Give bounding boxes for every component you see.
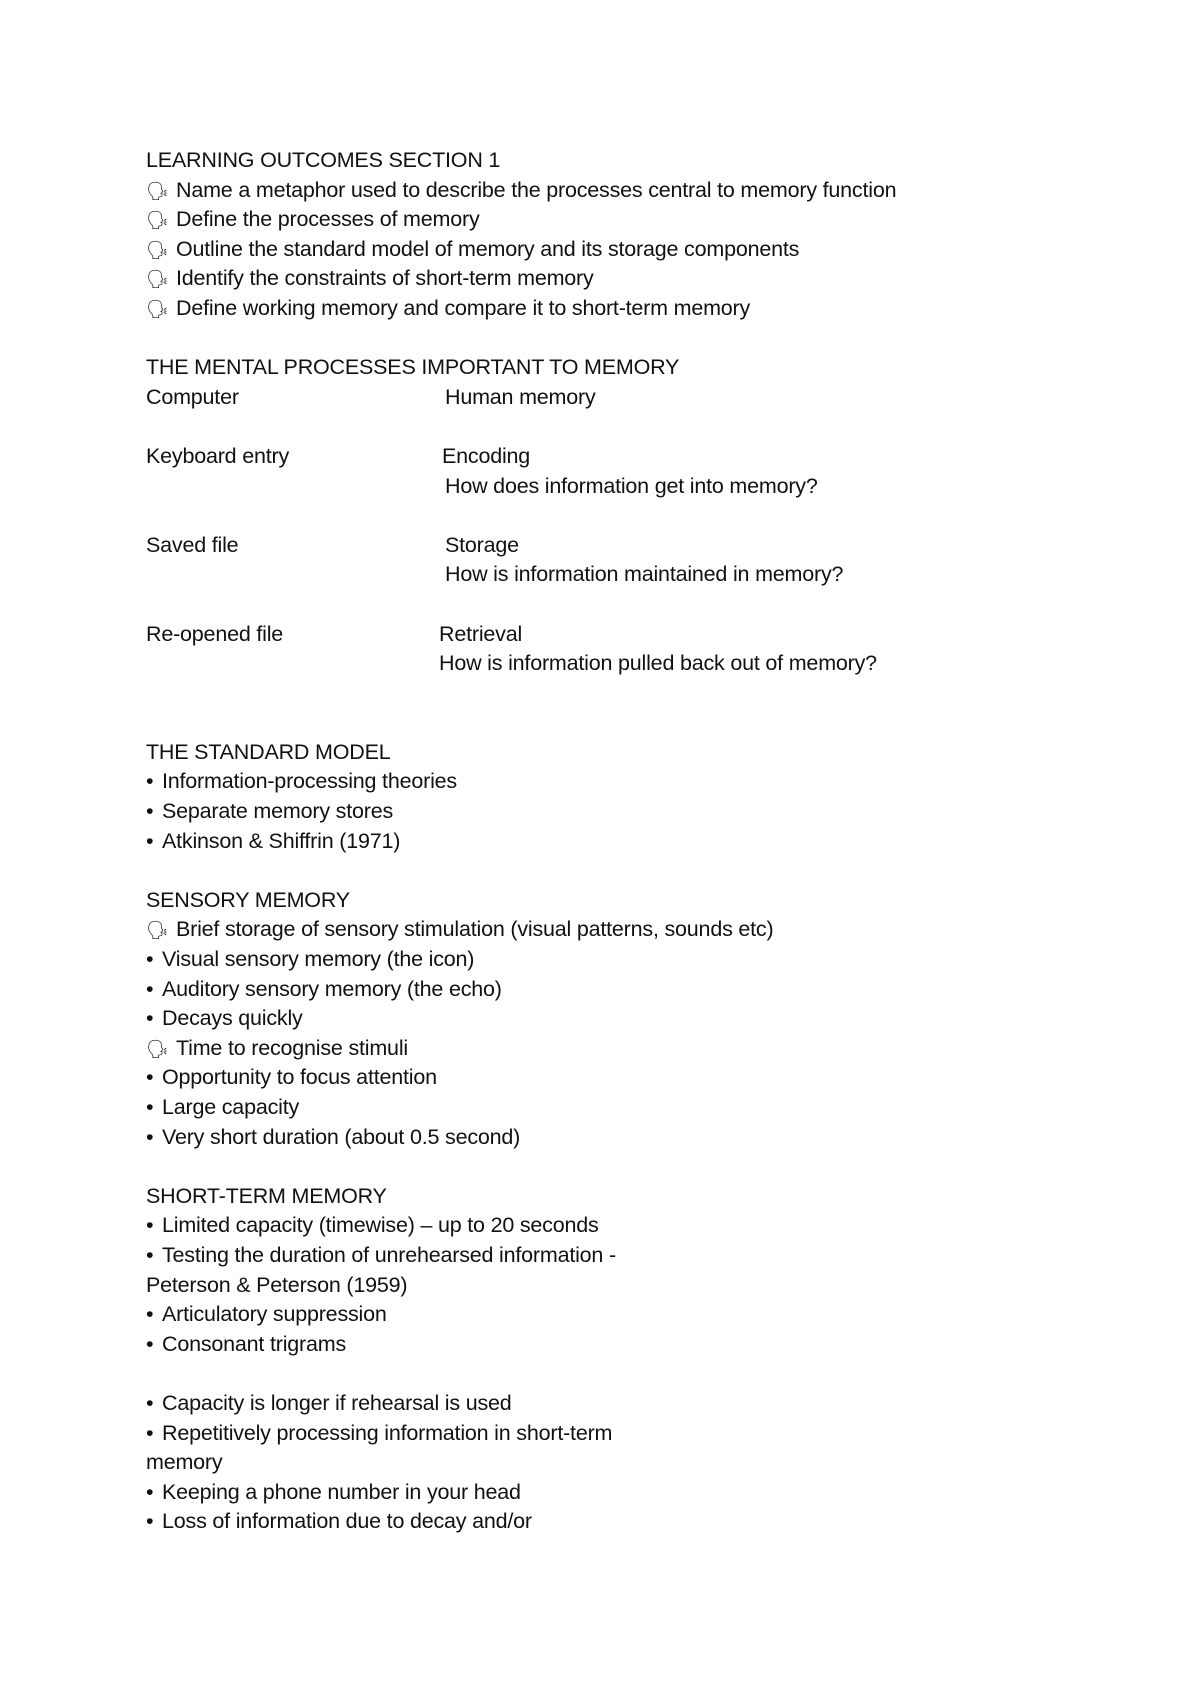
section-heading-mental-processes: THE MENTAL PROCESSES IMPORTANT TO MEMORY (146, 355, 680, 380)
speaker-bullet-icon: 🗣 (146, 210, 169, 231)
list-item: • Articulatory suppression (146, 1300, 1106, 1330)
list-item: • Consonant trigrams (146, 1330, 1106, 1360)
process-question: How does information get into memory? (445, 473, 818, 498)
dot-bullet-icon: • (146, 1124, 154, 1149)
dot-bullet-icon: • (146, 976, 154, 1001)
process-question: How is information pulled back out of memory? (439, 651, 877, 676)
comparison-question-row (146, 472, 1106, 502)
list-item: • Auditory sensory memory (the echo) (146, 975, 1106, 1005)
list-item: • Information-processing theories (146, 767, 1106, 797)
list-item: • Opportunity to focus attention (146, 1063, 1106, 1093)
list-item: • Visual sensory memory (the icon) (146, 945, 1106, 975)
computer-term: Saved file (146, 532, 239, 557)
spacer (146, 590, 1106, 620)
column-header-human-memory: Human memory (445, 384, 596, 409)
computer-term: Keyboard entry (146, 443, 290, 468)
outcome-item: 🗣 Outline the standard model of memory and its storage components (146, 235, 1106, 265)
dot-bullet-icon: • (146, 1213, 154, 1238)
outcome-item: 🗣 Define the processes of memory (146, 205, 1106, 235)
list-item: 🗣 Brief storage of sensory stimulation (visual patterns, sounds etc) (146, 915, 1106, 945)
spacer (146, 856, 1106, 886)
section-heading-sensory-memory: SENSORY MEMORY (146, 887, 350, 912)
dot-bullet-icon: • (146, 1331, 154, 1356)
comparison-header-row (146, 383, 1106, 413)
dot-bullet-icon: • (146, 947, 154, 972)
list-item-continuation: memory (146, 1450, 223, 1475)
list-item: • Capacity is longer if rehearsal is used (146, 1389, 1106, 1419)
section-heading-learning-outcomes: LEARNING OUTCOMES SECTION 1 (146, 148, 501, 172)
spacer (146, 412, 1106, 442)
dot-bullet-icon: • (146, 1242, 154, 1267)
speaker-bullet-icon: 🗣 (146, 239, 169, 260)
list-item: • Limited capacity (timewise) – up to 20 seconds (146, 1211, 1106, 1241)
dot-bullet-icon: • (146, 799, 154, 824)
list-item: • Loss of information due to decay and/or (146, 1507, 1106, 1537)
speaker-bullet-icon: 🗣 (146, 269, 169, 290)
spacer (146, 324, 1106, 354)
dot-bullet-icon: • (146, 1006, 154, 1031)
list-item-continuation: Peterson & Peterson (1959) (146, 1272, 408, 1297)
dot-bullet-icon: • (146, 1479, 154, 1504)
comparison-row-retrieval (146, 620, 1106, 650)
dot-bullet-icon: • (146, 1095, 154, 1119)
dot-bullet-icon: • (146, 1420, 154, 1445)
list-item: 🗣 Time to recognise stimuli (146, 1034, 1106, 1064)
comparison-row-encoding (146, 442, 1106, 472)
spacer (146, 1152, 1106, 1182)
dot-bullet-icon: • (146, 1065, 154, 1090)
computer-term: Re-opened file (146, 621, 284, 646)
spacer (146, 1359, 1106, 1389)
list-item: • Separate memory stores (146, 797, 1106, 827)
list-item: • Atkinson & Shiffrin (1971) (146, 827, 1106, 857)
process-question: How is information maintained in memory? (445, 562, 844, 587)
comparison-question-row (146, 560, 1106, 590)
speaker-bullet-icon: 🗣 (146, 180, 169, 201)
speaker-bullet-icon: 🗣 (146, 298, 169, 319)
speaker-bullet-icon: 🗣 (146, 920, 169, 941)
section-heading-short-term-memory: SHORT-TERM MEMORY (146, 1183, 387, 1208)
list-item: • Keeping a phone number in your head (146, 1478, 1106, 1508)
dot-bullet-icon: • (146, 828, 154, 853)
memory-process: Retrieval (439, 621, 523, 646)
outcome-item: 🗣 Name a metaphor used to describe the processes central to memory function (146, 176, 1106, 206)
list-item: • Testing the duration of unrehearsed information - (146, 1241, 1106, 1271)
list-item: • Decays quickly (146, 1004, 1106, 1034)
column-header-computer: Computer (146, 384, 239, 409)
list-item: • Repetitively processing information in short-term (146, 1419, 1106, 1449)
list-item: • Large capacity (146, 1093, 1106, 1123)
speaker-bullet-icon: 🗣 (146, 1038, 169, 1059)
dot-bullet-icon: • (146, 769, 154, 794)
dot-bullet-icon: • (146, 1390, 154, 1415)
section-heading-standard-model: THE STANDARD MODEL (146, 739, 391, 764)
document-body (146, 146, 1106, 1537)
outcome-item: 🗣 Define working memory and compare it to short-term memory (146, 294, 1106, 324)
memory-process: Storage (445, 532, 519, 557)
list-item: • Very short duration (about 0.5 second) (146, 1123, 1106, 1153)
memory-process: Encoding (442, 443, 531, 468)
comparison-question-row (146, 649, 1106, 679)
outcome-item: 🗣 Identify the constraints of short-term memory (146, 264, 1106, 294)
comparison-row-storage (146, 531, 1106, 561)
spacer (146, 679, 1106, 709)
dot-bullet-icon: • (146, 1302, 154, 1327)
dot-bullet-icon: • (146, 1509, 154, 1534)
spacer (146, 501, 1106, 531)
spacer (146, 708, 1106, 738)
